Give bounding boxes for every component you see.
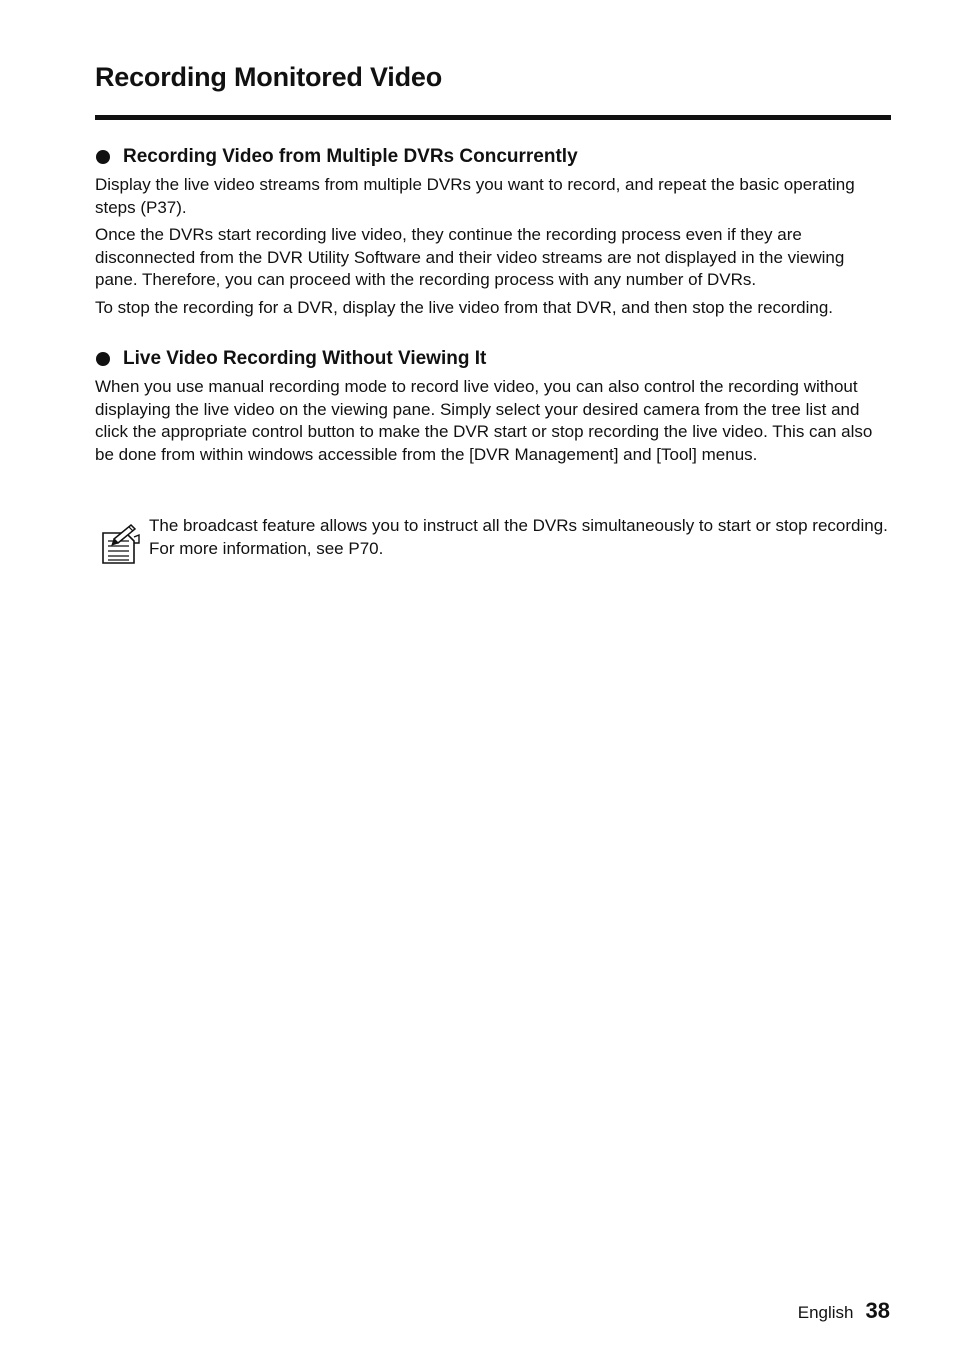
bullet-icon [96,150,110,164]
note-text: The broadcast feature allows you to instruct all the DVRs simultaneously to start or stop recording. For more information, see P70. [149,516,888,558]
title-rule [95,115,891,120]
footer-language: English [797,1303,854,1322]
paragraph: Display the live video streams from multiple DVRs you want to record, and repeat the basic operating steps (P37). [95,175,855,217]
paragraph: Once the DVRs start recording live video, they continue the recording process even if they are disconnected from the DVR Utility Software and their video streams are not displayed in the viewing pane. Therefore, you can proceed with the recording process with any number of DVRs. [95,225,845,290]
memo-pencil-icon [98,519,144,567]
page-number: 38 [865,1298,890,1323]
section-multiple-dvrs [95,144,891,320]
section-heading [95,144,891,170]
paragraph: To stop the recording for a DVR, display the live video from that DVR, and then stop the recording. [95,297,833,317]
page-footer [798,1298,890,1324]
bullet-icon [96,352,110,366]
section-heading-text: Recording Video from Multiple DVRs Concurrently [123,146,578,167]
section-heading [95,346,891,372]
paragraph: When you use manual recording mode to record live video, you can also control the recording without displaying the live video on the viewing pane. Simply select your desired camera from the tree list and click the appropriate control button to make the DVR start or stop recording the live video. This can also be done from within windows accessible from the [DVR Management] and [Tool] menus. [95,377,873,464]
page-title: Recording Monitored Video [95,62,443,92]
section-without-viewing [95,346,891,466]
note-box [95,515,891,567]
section-heading-text: Live Video Recording Without Viewing It [123,348,487,369]
